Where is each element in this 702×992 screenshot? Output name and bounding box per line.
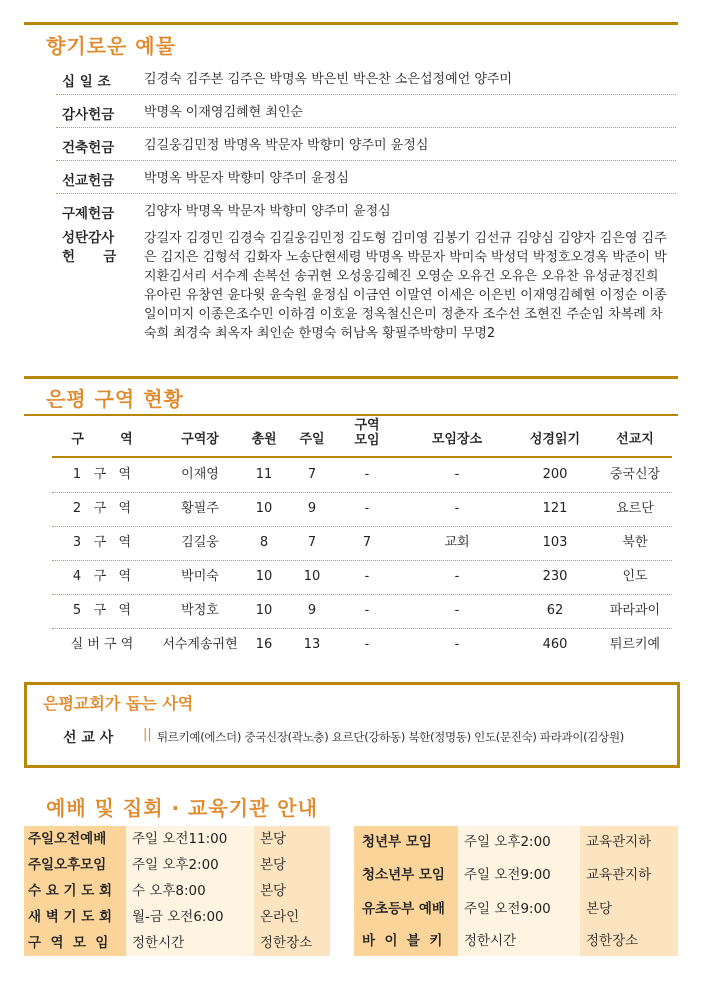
districts-title: 은평 구역 현황 (46, 387, 184, 411)
table-row (52, 458, 672, 493)
offering-names: 강길자 김경민 김경숙 김길웅김민정 김도형 김미영 김봉기 김선규 김양심 김양자 김은영 김주은 김지은 김형석 김화자 노송단현세령 박명옥 박문자 박미숙 박성덕 박정호오경옥 박준이 박지환김서리 서수계 손복선 송귀현 오성웅김혜진 오영순 오유건 오유은 오유찬 유성균정진희 유아린 유창연 윤다윗 윤숙원 윤정심 이금연 이말연 이세은 이은빈 이재영김혜현 이정순 이종일이미지 이종은조수민 이하겸 이호윤 정옥철신은미 정춘자 조수선 조현진 주순임 차복례 차숙희 최경숙 최옥자 최인순 한명숙 허남옥 황필주박향미 무명2 (144, 231, 667, 341)
cell-leader: 박미숙 (181, 569, 219, 584)
cell-total: 8 (259, 535, 269, 550)
cell-place: 교회 (444, 535, 470, 550)
cell-mission-field: 튀르키예 (609, 637, 661, 652)
cell-sunday: 9 (307, 603, 317, 618)
schedule-label: 청소년부 모임 (354, 858, 458, 892)
schedule-label: 유초등부 예배 (354, 892, 458, 926)
schedule-time: 정한시간 (126, 930, 256, 956)
offering-label: 구제헌금 (62, 206, 115, 222)
cell-sunday: 13 (303, 637, 321, 652)
schedule-title: 예배 및 집회 · 교육기관 안내 (46, 796, 318, 820)
col-header-mission-field: 선교지 (616, 432, 654, 447)
cell-total: 10 (255, 501, 273, 516)
schedule-place: 정한장소 (580, 926, 678, 956)
schedule-label: 바 이 블 키 (354, 926, 458, 956)
table-row (52, 628, 672, 662)
cell-leader: 황필주 (181, 501, 219, 516)
cell-district: 1 구 역 (72, 467, 132, 482)
offering-label: 건축헌금 (62, 140, 115, 156)
cell-bible: 200 (542, 467, 568, 482)
schedule-time: 주일 오전9:00 (458, 892, 582, 926)
cell-meeting: - (364, 467, 370, 482)
col-header-leader: 구역장 (181, 432, 219, 447)
cell-meeting: - (364, 569, 370, 584)
schedule-label: 수 요 기 도 회 (24, 878, 126, 904)
schedule-time: 주일 오전9:00 (458, 858, 582, 892)
cell-place: - (454, 637, 460, 652)
cell-place: - (454, 569, 460, 584)
cell-sunday: 7 (307, 467, 317, 482)
cell-meeting: - (364, 603, 370, 618)
offering-names: 김길웅김민정 박명옥 박문자 박향미 양주미 윤정심 (144, 138, 429, 153)
table-row (52, 492, 672, 527)
cell-sunday: 9 (307, 501, 317, 516)
offerings-title: 향기로운 예물 (46, 34, 176, 58)
schedule-left (24, 826, 330, 958)
missions-separator: || (143, 727, 152, 742)
col-header-district: 구 역 (71, 432, 133, 447)
schedule-place: 본당 (254, 878, 330, 904)
offering-names: 박명옥 박문자 박향미 양주미 윤정심 (144, 171, 349, 186)
schedule-place: 본당 (254, 826, 330, 852)
missions-title: 은평교회가 돕는 사역 (43, 694, 194, 713)
district-table (52, 418, 672, 666)
cell-bible: 62 (546, 603, 564, 618)
table-row (52, 560, 672, 595)
offering-label: 십 일 조 (62, 74, 111, 90)
schedule-label: 구 역 모 임 (24, 930, 126, 956)
cell-mission-field: 인도 (622, 569, 648, 584)
cell-district: 2 구 역 (72, 501, 132, 516)
cell-sunday: 7 (307, 535, 317, 550)
cell-place: - (454, 501, 460, 516)
schedule-label: 청년부 모임 (354, 826, 458, 858)
offering-label: 선교헌금 (62, 173, 115, 189)
district-top-rule (24, 376, 678, 379)
cell-bible: 121 (542, 501, 568, 516)
schedule-time: 주일 오전11:00 (126, 826, 256, 852)
cell-meeting: - (364, 501, 370, 516)
cell-total: 11 (255, 467, 273, 482)
schedule-place: 교육관지하 (580, 858, 678, 892)
cell-sunday: 10 (303, 569, 321, 584)
offering-label: 성탄감사 헌 금 (62, 230, 117, 265)
schedule-place: 교육관지하 (580, 826, 678, 858)
cell-district: 5 구 역 (72, 603, 132, 618)
cell-leader: 서수계송귀현 (162, 637, 238, 652)
cell-bible: 103 (542, 535, 568, 550)
cell-total: 10 (255, 603, 273, 618)
offering-names: 김양자 박명옥 박문자 박향미 양주미 윤정심 (144, 204, 391, 219)
district-header-rule (24, 414, 678, 416)
missionary-list: 튀르키예(에스더) 중국신장(곽노충) 요르단(강하동) 북한(정명동) 인도(문진숙) 파라과이(김상원) (157, 730, 624, 744)
offering-label: 감사헌금 (62, 107, 115, 123)
offering-row-christmas (56, 227, 676, 363)
cell-leader: 박정호 (181, 603, 219, 618)
schedule-place: 본당 (254, 852, 330, 878)
offering-row-tithe (56, 66, 676, 95)
schedule-time: 월-금 오전6:00 (126, 904, 256, 930)
schedule-place: 본당 (580, 892, 678, 926)
schedule-time: 주일 오후2:00 (458, 826, 582, 858)
schedule-place: 정한장소 (254, 930, 330, 956)
schedule-time: 수 오후8:00 (126, 878, 256, 904)
cell-district: 4 구 역 (72, 569, 132, 584)
cell-bible: 230 (542, 569, 568, 584)
cell-leader: 이재영 (181, 467, 219, 482)
col-header-sunday: 주일 (299, 432, 325, 447)
cell-mission-field: 파라과이 (609, 603, 661, 618)
table-row (52, 594, 672, 629)
cell-district: 3 구 역 (72, 535, 132, 550)
cell-bible: 460 (542, 637, 568, 652)
cell-mission-field: 북한 (622, 535, 648, 550)
schedule-time: 주일 오후2:00 (126, 852, 256, 878)
col-header-place: 모임장소 (431, 432, 483, 447)
cell-meeting: - (364, 637, 370, 652)
schedule-place: 온라인 (254, 904, 330, 930)
col-header-meeting: 구역 모임 (354, 418, 380, 448)
cell-leader: 김길웅 (181, 535, 219, 550)
offering-row-relief (56, 196, 676, 224)
offering-names: 박명옥 이재영김혜현 최인순 (144, 105, 303, 120)
missions-box (24, 682, 680, 768)
missionary-label: 선 교 사 (63, 730, 114, 746)
offering-row-building (56, 130, 676, 161)
cell-place: - (454, 467, 460, 482)
cell-mission-field: 요르단 (616, 501, 654, 516)
schedule-label: 새 벽 기 도 회 (24, 904, 126, 930)
col-header-total: 총원 (251, 432, 277, 447)
cell-meeting: 7 (362, 535, 372, 550)
offering-row-mission (56, 163, 676, 194)
cell-total: 16 (255, 637, 273, 652)
cell-district: 실 버 구 역 (70, 637, 134, 652)
cell-total: 10 (255, 569, 273, 584)
offering-names: 김경숙 김주본 김주은 박명옥 박은빈 박은찬 소은섭정예언 양주미 (144, 72, 512, 87)
top-rule (24, 22, 678, 25)
schedule-right (354, 826, 678, 958)
cell-mission-field: 중국신장 (609, 467, 661, 482)
table-row (52, 526, 672, 561)
cell-place: - (454, 603, 460, 618)
schedule-time: 정한시간 (458, 926, 582, 956)
schedule-label: 주일오전예배 (24, 826, 126, 852)
schedule-label: 주일오후모임 (24, 852, 126, 878)
col-header-bible: 성경읽기 (529, 432, 581, 447)
offering-row-thanks (56, 97, 676, 128)
